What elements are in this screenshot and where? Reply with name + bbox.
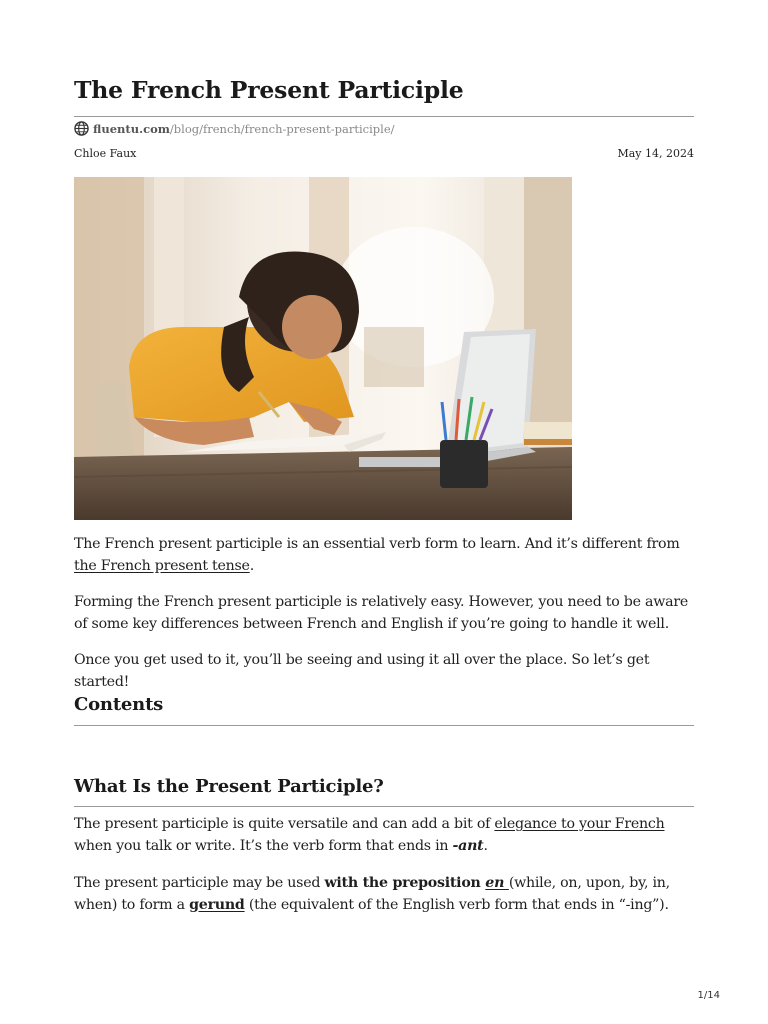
- page-number: 1/14: [697, 990, 720, 1001]
- en-link[interactable]: en: [485, 875, 509, 891]
- ant-ending: -ant: [452, 837, 484, 854]
- section-divider: [74, 806, 694, 807]
- publish-date: May 14, 2024: [617, 147, 694, 160]
- section-heading-what-is: What Is the Present Participle?: [74, 776, 384, 797]
- s1p2-c: (the equivalent of the English verb form that ends in “-ing”).: [244, 896, 669, 913]
- source-domain[interactable]: fluentu.com: [93, 121, 170, 136]
- elegance-link[interactable]: elegance to your French: [494, 816, 665, 832]
- intro-paragraph-2: Forming the French present participle is relatively easy. However, you need to be aware of some key differences between French and English if you’re going to handle it well.: [74, 594, 689, 632]
- contents-heading: Contents: [74, 694, 164, 715]
- gerund-link[interactable]: gerund: [189, 896, 245, 913]
- s1p1-c: .: [483, 837, 488, 854]
- intro-paragraph-3: Once you get used to it, you’ll be seeing and using it all over the place. So let’s get started!: [74, 652, 650, 690]
- author-name: Chloe Faux: [74, 147, 137, 160]
- hero-image: [74, 177, 572, 520]
- globe-icon: [74, 121, 89, 136]
- intro-paragraph-1: [74, 534, 694, 577]
- title-divider: [74, 116, 694, 117]
- section1-paragraph-1: [74, 814, 694, 857]
- section1-paragraph-2: [74, 873, 694, 916]
- source-url[interactable]: [74, 121, 395, 136]
- s1p2-a: The present participle may be used: [74, 875, 325, 891]
- s1p2-b: (while, on, upon, by, in, when) to form a: [74, 875, 670, 913]
- s1p1-a: The present participle is quite versatile and can add a bit of: [74, 816, 495, 832]
- preposition-bold: with the preposition: [324, 875, 486, 891]
- contents-divider: [74, 725, 694, 726]
- intro-p1-end: .: [249, 557, 254, 574]
- s1p1-b: when you talk or write. It’s the verb form that ends in: [74, 837, 453, 854]
- page-title: The French Present Participle: [74, 76, 464, 104]
- french-present-tense-link[interactable]: the French present tense: [74, 557, 250, 574]
- intro-p1-text: The French present participle is an essential verb form to learn. And it’s different from: [74, 536, 680, 552]
- source-path[interactable]: /blog/french/french-present-participle/: [169, 121, 395, 136]
